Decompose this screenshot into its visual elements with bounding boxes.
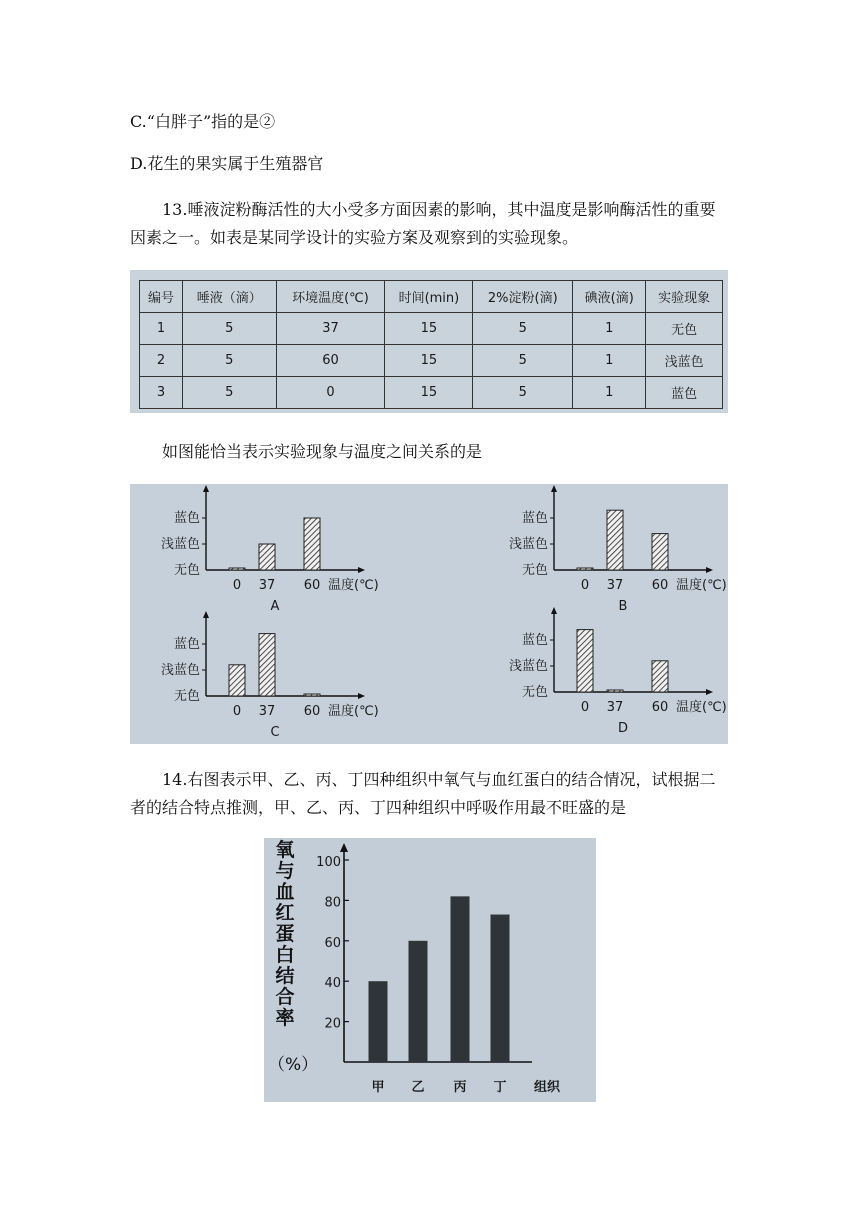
table-header: 碘液(滴) bbox=[573, 281, 646, 313]
y-tick-label: 60 bbox=[324, 935, 341, 951]
table-header: 编号 bbox=[140, 281, 183, 313]
table-cell: 1 bbox=[140, 313, 183, 345]
answer-charts-image bbox=[130, 484, 728, 744]
y-tick-label: 浅蓝色 bbox=[160, 663, 200, 678]
x-axis-label: 温度(℃) bbox=[328, 578, 379, 593]
bar bbox=[577, 568, 593, 570]
table-header-row bbox=[140, 281, 723, 313]
y-axis-arrow bbox=[340, 843, 348, 852]
x-tick-label: 丙 bbox=[453, 1080, 467, 1095]
table-cell: 5 bbox=[473, 345, 573, 377]
table-cell: 1 bbox=[573, 377, 646, 409]
y-axis-unit: （%） bbox=[268, 1055, 319, 1075]
x-tick-label: 丁 bbox=[493, 1080, 507, 1095]
table-cell: 2 bbox=[140, 345, 183, 377]
y-tick-label: 80 bbox=[324, 895, 341, 911]
x-axis-arrow bbox=[358, 693, 365, 699]
x-axis-label: 温度(℃) bbox=[328, 704, 379, 719]
y-axis-label: 氧与血红蛋白结合率 bbox=[275, 839, 295, 1029]
y-tick-label: 无色 bbox=[521, 685, 548, 700]
x-tick-label: 60 bbox=[303, 578, 321, 593]
table-row bbox=[140, 345, 723, 377]
table-cell: 1 bbox=[573, 313, 646, 345]
table-row bbox=[140, 377, 723, 409]
y-tick-label: 无色 bbox=[173, 563, 200, 578]
x-tick-label: 甲 bbox=[371, 1080, 385, 1095]
x-axis-arrow bbox=[706, 689, 713, 695]
y-tick-label: 蓝色 bbox=[521, 511, 548, 526]
bar bbox=[259, 634, 275, 696]
y-tick-label: 无色 bbox=[173, 689, 200, 704]
x-tick-label: 60 bbox=[651, 578, 669, 593]
table-cell: 5 bbox=[182, 377, 276, 409]
x-axis-arrow bbox=[358, 567, 365, 573]
option-d: D.花生的果实属于生殖器官 bbox=[130, 154, 324, 173]
chart-option-label: B bbox=[618, 599, 628, 614]
y-tick-label: 100 bbox=[316, 855, 341, 870]
bar bbox=[229, 568, 245, 570]
bar bbox=[652, 661, 668, 692]
table-cell: 15 bbox=[385, 313, 473, 345]
x-tick-label: 0 bbox=[580, 700, 590, 715]
chart-option-c bbox=[130, 610, 379, 740]
y-tick-label: 40 bbox=[324, 976, 341, 992]
chart-option-d bbox=[478, 606, 727, 736]
table-cell: 5 bbox=[182, 313, 276, 345]
y-axis-arrow bbox=[203, 485, 209, 492]
x-tick-label: 37 bbox=[258, 704, 276, 719]
bar bbox=[607, 690, 623, 692]
x-tick-label: 60 bbox=[651, 700, 669, 715]
y-tick-label: 浅蓝色 bbox=[160, 537, 200, 552]
experiment-table bbox=[139, 280, 723, 409]
x-tick-label: 37 bbox=[606, 578, 624, 593]
oxygen-binding-chart bbox=[264, 838, 596, 1102]
y-axis-arrow bbox=[551, 607, 557, 614]
q13-stem: 13.唾液淀粉酶活性的大小受多方面因素的影响，其中温度是影响酶活性的重要因素之一。如表是某同学设计的实验方案及观察到的实验现象。 bbox=[130, 200, 716, 247]
x-tick-label: 0 bbox=[232, 578, 242, 593]
bar bbox=[607, 510, 623, 570]
chart-c-svg bbox=[130, 610, 379, 740]
table-header: 实验现象 bbox=[646, 281, 723, 313]
table-header: 时间(min) bbox=[385, 281, 473, 313]
table-cell: 无色 bbox=[646, 313, 723, 345]
bar bbox=[652, 534, 668, 570]
table-cell: 15 bbox=[385, 345, 473, 377]
q14-stem: 14.右图表示甲、乙、丙、丁四种组织中氧气与血红蛋白的结合情况，试根据二者的结合特点推测，甲、乙、丙、丁四种组织中呼吸作用最不旺盛的是 bbox=[130, 770, 716, 817]
table-cell: 5 bbox=[473, 377, 573, 409]
bar bbox=[409, 941, 428, 1062]
table-cell: 60 bbox=[276, 345, 385, 377]
bar bbox=[369, 981, 388, 1062]
x-tick-label: 0 bbox=[232, 704, 242, 719]
option-c: C.“白胖子”指的是② bbox=[130, 112, 276, 131]
y-axis-arrow bbox=[551, 485, 557, 492]
bar bbox=[304, 518, 320, 570]
y-tick-label: 20 bbox=[324, 1016, 341, 1032]
table-cell: 15 bbox=[385, 377, 473, 409]
table-header: 环境温度(℃) bbox=[276, 281, 385, 313]
bar bbox=[451, 896, 470, 1062]
q13-prompt: 如图能恰当表示实验现象与温度之间关系的是 bbox=[162, 442, 483, 461]
table-cell: 1 bbox=[573, 345, 646, 377]
x-axis-label: 组织 bbox=[534, 1080, 561, 1095]
table-header: 2%淀粉(滴) bbox=[473, 281, 573, 313]
table-cell: 3 bbox=[140, 377, 183, 409]
x-tick-label: 60 bbox=[303, 704, 321, 719]
chart-a-svg bbox=[130, 484, 379, 614]
bar bbox=[577, 630, 593, 692]
table-cell: 37 bbox=[276, 313, 385, 345]
x-axis-label: 温度(℃) bbox=[676, 700, 727, 715]
table-cell: 蓝色 bbox=[646, 377, 723, 409]
table-cell: 0 bbox=[276, 377, 385, 409]
chart-option-a bbox=[130, 484, 379, 614]
table-cell: 5 bbox=[182, 345, 276, 377]
x-axis-label: 温度(℃) bbox=[676, 578, 727, 593]
table-cell: 浅蓝色 bbox=[646, 345, 723, 377]
y-axis-arrow bbox=[203, 611, 209, 618]
x-tick-label: 0 bbox=[580, 578, 590, 593]
chart-option-b bbox=[478, 484, 727, 614]
bar bbox=[304, 694, 320, 696]
y-tick-label: 浅蓝色 bbox=[508, 537, 548, 552]
x-tick-label: 37 bbox=[258, 578, 276, 593]
bar bbox=[491, 915, 510, 1062]
chart-option-label: C bbox=[270, 725, 280, 740]
experiment-table-image bbox=[130, 270, 728, 413]
table-header: 唾液（滴） bbox=[182, 281, 276, 313]
oxygen-binding-chart-image bbox=[264, 838, 596, 1102]
y-tick-label: 无色 bbox=[521, 563, 548, 578]
bar bbox=[229, 665, 245, 696]
y-tick-label: 蓝色 bbox=[173, 511, 200, 526]
y-tick-label: 浅蓝色 bbox=[508, 659, 548, 674]
chart-option-label: D bbox=[617, 721, 629, 736]
x-axis-arrow bbox=[706, 567, 713, 573]
chart-d-svg bbox=[478, 606, 727, 736]
bar bbox=[259, 544, 275, 570]
y-tick-label: 蓝色 bbox=[521, 633, 548, 648]
table-cell: 5 bbox=[473, 313, 573, 345]
x-tick-label: 乙 bbox=[411, 1080, 425, 1095]
x-tick-label: 37 bbox=[606, 700, 624, 715]
table-row bbox=[140, 313, 723, 345]
y-tick-label: 蓝色 bbox=[173, 637, 200, 652]
chart-option-label: A bbox=[270, 599, 280, 614]
chart-b-svg bbox=[478, 484, 727, 614]
